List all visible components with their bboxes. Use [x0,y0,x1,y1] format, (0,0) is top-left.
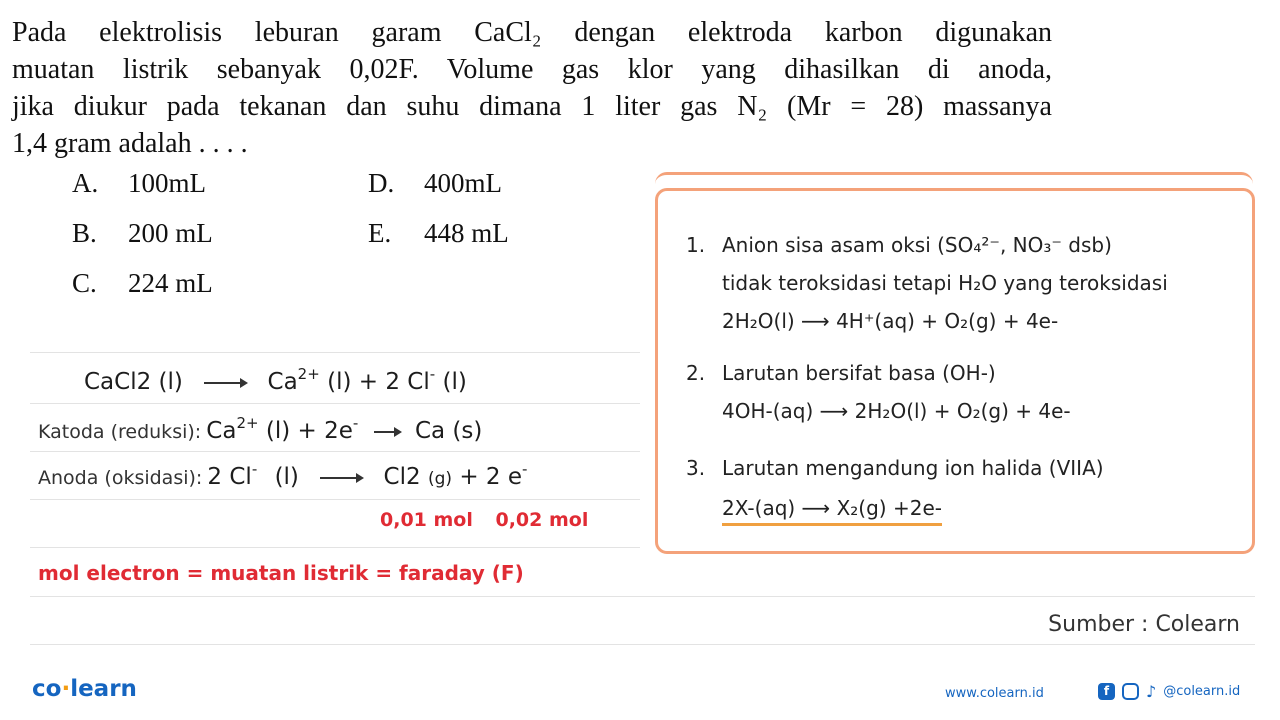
divider [30,451,640,452]
option-e[interactable]: E. 448 mL [368,218,509,248]
source-credit: Sumber : Colearn [1048,612,1240,637]
question-line-4: 1,4 gram adalah . . . . [12,128,248,159]
divider [30,352,640,353]
divider [30,644,1255,645]
website-link[interactable]: www.colearn.id [945,686,1044,701]
mol-cl2: 0,01 mol [380,509,473,531]
dissociation-equation: CaCl2 (l) $Ca^{2+}$ (l) + 2 Cl- (l) [84,365,467,395]
option-a[interactable]: A. 100mL [72,168,206,198]
divider [30,403,640,404]
rule-1-detail: tidak teroksidasi tetapi H₂O yang teroksidasi [722,271,1168,295]
social-links [1098,682,1240,701]
mol-electron-note: mol electron = muatan listrik = faraday (F) [38,561,524,585]
social-handle[interactable]: @colearn.id [1163,684,1241,699]
cathode-label: Katoda (reduksi): [38,421,202,443]
divider [30,547,640,548]
instagram-icon[interactable] [1122,683,1139,700]
divider [30,596,1255,597]
facebook-icon[interactable]: f [1098,683,1115,700]
rule-2: 2. Larutan bersifat basa (OH-) [686,361,996,385]
arrow-icon [374,431,400,433]
rule-2-equation: 4OH-(aq) ⟶ 2H₂O(l) + O₂(g) + 4e- [722,399,1071,423]
colearn-logo: co·learn [32,676,137,702]
anode-rules-panel [655,188,1255,554]
rule-1: 1. Anion sisa asam oksi (SO₄²⁻, NO₃⁻ dsb) [686,233,1112,257]
arrow-icon [320,477,362,479]
anode-label: Anoda (oksidasi): [38,467,203,489]
rule-3: 3. Larutan mengandung ion halida (VIIA) [686,456,1104,480]
cathode-equation: Katoda (reduksi): $Ca^{2+}$ (l) + 2e- Ca (s) [38,414,483,444]
option-d[interactable]: D. 400mL [368,168,502,198]
tiktok-icon[interactable]: ♪ [1146,682,1157,701]
arrow-icon [204,382,246,384]
rule-3-equation: 2X-(aq) ⟶ X₂(g) +2e- [686,496,942,520]
question-text [12,14,1052,162]
anode-equation: Anoda (oksidasi): 2 Cl- (l) Cl2 (g) + 2 e- [38,460,528,490]
option-b[interactable]: B. 200 mL [72,218,213,248]
question-line-1: Pada elektrolisis leburan garam CaCl₂ dengan elektroda karbon digunakan [12,17,1052,48]
question-line-2: muatan listrik sebanyak 0,02F. Volume gas klor yang dihasilkan di anoda, [12,54,1052,85]
divider [30,499,640,500]
option-c[interactable]: C. 224 mL [72,268,213,298]
rule-1-equation: 2H₂O(l) ⟶ 4H⁺(aq) + O₂(g) + 4e- [722,309,1059,333]
mol-electron: 0,02 mol [495,509,589,531]
mol-values [380,509,588,531]
panel-top-border [655,172,1253,184]
question-line-3: jika diukur pada tekanan dan suhu dimana 1 liter gas N₂ (Mr = 28) massanya [12,91,1052,122]
